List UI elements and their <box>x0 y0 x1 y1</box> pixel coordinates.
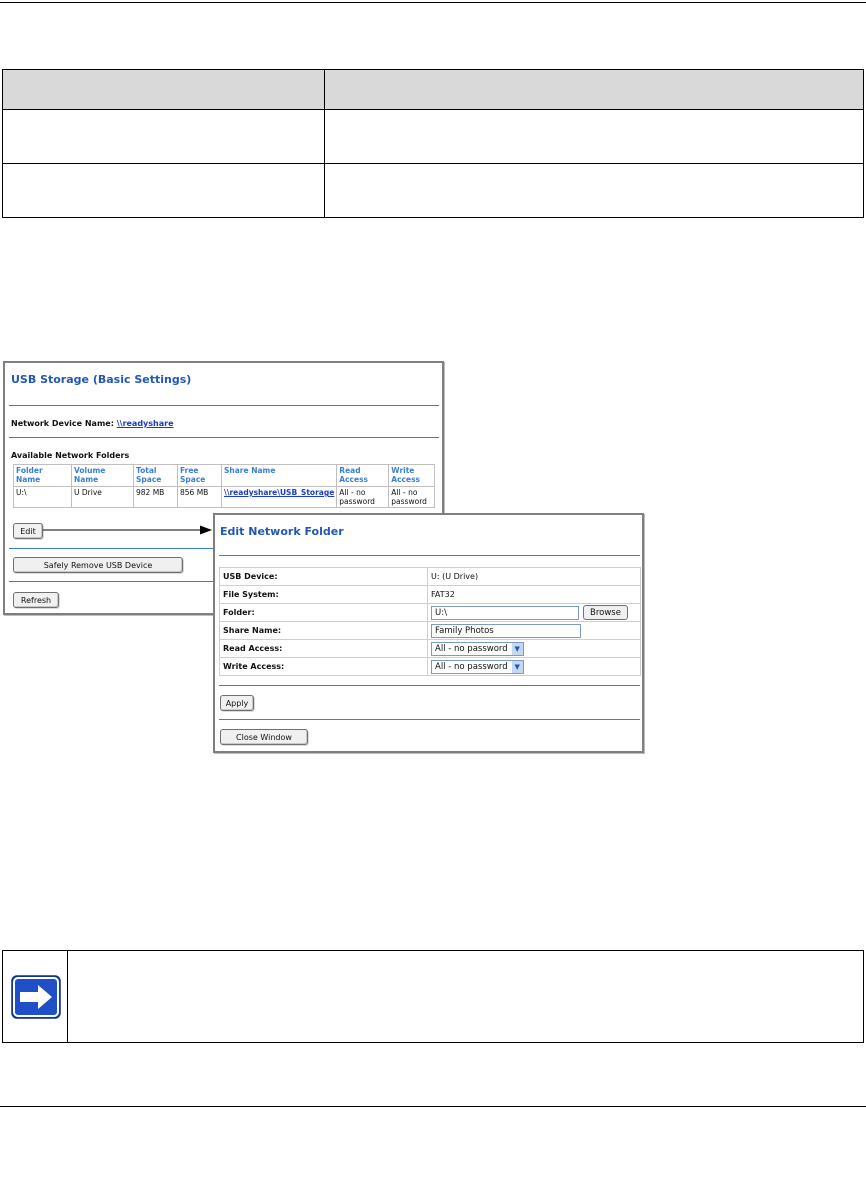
table-cell <box>325 110 864 164</box>
share-name-input[interactable]: Family Photos <box>431 624 581 638</box>
device-name-label: Network Device Name: <box>11 419 114 428</box>
folders-heading: Available Network Folders <box>11 451 130 460</box>
close-window-button[interactable]: Close Window <box>220 729 308 745</box>
divider <box>9 548 214 549</box>
safely-remove-usb-button[interactable]: Safely Remove USB Device <box>13 557 183 573</box>
device-name-link[interactable]: \\readyshare <box>116 419 174 428</box>
read-access-value: All - no password <box>435 643 508 654</box>
table-row <box>3 164 864 218</box>
form-row-share-name <box>220 622 641 640</box>
write-access-value: All - no password <box>435 661 508 672</box>
chevron-down-icon: ▼ <box>512 661 523 673</box>
file-system-label: File System: <box>220 586 428 604</box>
edit-network-folder-window <box>213 513 644 753</box>
total-space-cell: 982 MB <box>134 487 178 508</box>
table-header-row <box>3 70 864 110</box>
folder-input[interactable]: U:\ <box>431 606 579 620</box>
table-cell <box>3 110 325 164</box>
folder-cell <box>428 604 641 622</box>
settings-table <box>2 69 864 218</box>
read-access-cell: All - no password <box>337 487 389 508</box>
bottom-rule <box>0 1106 866 1107</box>
edit-button[interactable]: Edit <box>13 523 43 539</box>
form-row-usb-device <box>220 568 641 586</box>
table-cell <box>3 164 325 218</box>
divider <box>219 719 640 720</box>
col-header: Volume Name <box>72 465 134 487</box>
folder-name-cell: U:\ <box>14 487 72 508</box>
table-cell <box>325 164 864 218</box>
col-header: Read Access <box>337 465 389 487</box>
free-space-cell: 856 MB <box>178 487 222 508</box>
refresh-button[interactable]: Refresh <box>13 592 59 608</box>
share-name-link[interactable]: \\readyshare\USB_Storage <box>224 488 335 497</box>
table-row <box>14 487 435 508</box>
read-access-cell <box>428 640 641 658</box>
col-header: Share Name <box>222 465 337 487</box>
form-row-file-system <box>220 586 641 604</box>
window-title: Edit Network Folder <box>220 525 344 538</box>
divider <box>9 437 439 438</box>
folders-table <box>13 464 435 508</box>
right-arrow-icon <box>11 975 61 1019</box>
folder-label: Folder: <box>220 604 428 622</box>
write-access-select[interactable] <box>431 660 524 674</box>
apply-button[interactable]: Apply <box>220 695 254 711</box>
chevron-down-icon: ▼ <box>512 643 523 655</box>
divider <box>9 581 214 582</box>
edit-folder-form <box>219 567 641 676</box>
volume-name-cell: U Drive <box>72 487 134 508</box>
table-header-cell <box>3 70 325 110</box>
read-access-select[interactable] <box>431 642 524 656</box>
browse-button[interactable]: Browse <box>583 605 628 620</box>
folders-header-row <box>14 465 435 487</box>
device-name-row <box>11 419 174 428</box>
col-header: Total Space <box>134 465 178 487</box>
window-title: USB Storage (Basic Settings) <box>11 373 192 386</box>
col-header: Free Space <box>178 465 222 487</box>
top-rule <box>0 2 866 3</box>
table-header-cell <box>325 70 864 110</box>
col-header: Folder Name <box>14 465 72 487</box>
file-system-value: FAT32 <box>428 586 641 604</box>
share-name-label: Share Name: <box>220 622 428 640</box>
divider <box>219 685 640 686</box>
col-header: Write Access <box>389 465 435 487</box>
read-access-label: Read Access: <box>220 640 428 658</box>
divider <box>219 555 640 556</box>
usb-device-value: U: (U Drive) <box>428 568 641 586</box>
note-divider <box>67 951 68 1042</box>
divider <box>9 405 439 406</box>
write-access-label: Write Access: <box>220 658 428 676</box>
form-row-write-access <box>220 658 641 676</box>
write-access-cell <box>428 658 641 676</box>
write-access-cell: All - no password <box>389 487 435 508</box>
form-row-folder <box>220 604 641 622</box>
share-name-cell <box>222 487 337 508</box>
share-name-cell <box>428 622 641 640</box>
form-row-read-access <box>220 640 641 658</box>
note-box <box>2 950 864 1043</box>
table-row <box>3 110 864 164</box>
usb-device-label: USB Device: <box>220 568 428 586</box>
